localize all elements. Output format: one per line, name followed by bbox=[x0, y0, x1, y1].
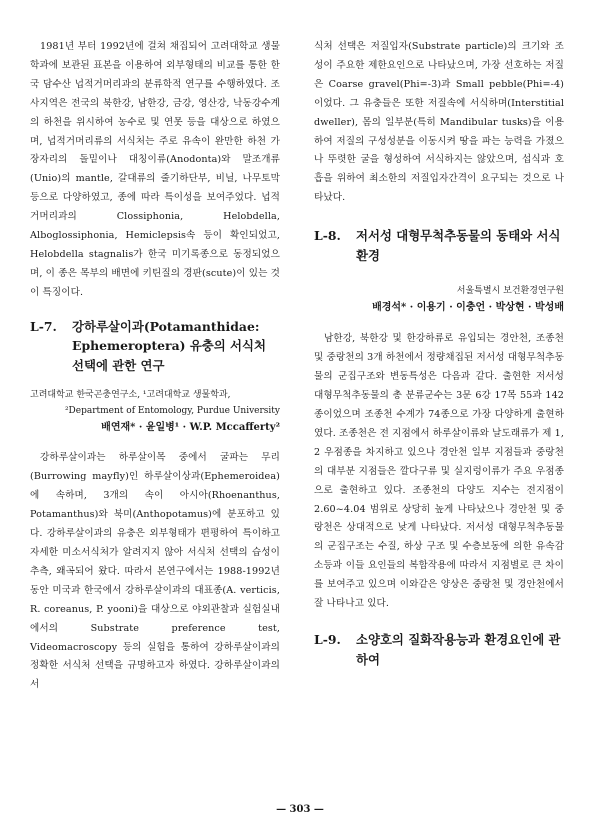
section-l7-authors: 배연재* · 윤일병¹ · W.P. Mccafferty² bbox=[101, 422, 280, 434]
section-l7-number: L-7. bbox=[30, 318, 57, 334]
page-number: — 303 — bbox=[276, 804, 324, 815]
section-l8-authors: 배경석* · 이용기 · 이충언 · 박상현 · 박성배 bbox=[372, 302, 564, 314]
section-l7-title: 강하루살이과(Potamanthidae: Ephemeroptera) 유충의 서식처 선택에 관한 연구 bbox=[72, 318, 266, 373]
section-l7-affiliation-1: 고려대학교 한국곤충연구소, ¹고려대학교 생물학과, bbox=[30, 390, 231, 401]
section-l8-body: 남한강, 북한강 및 한강하류로 유입되는 경안천, 조종천 및 중랑천의 3개 하천에서 정량채집된 저서성 대형무척추동물의 군집구조와 변동특성은 다음과 같다. 출현한 저서성 대형무척추동물의 총 분류군수는 3문 6강 17목 55과 142종이었으며 조종천 수계가 74종으로 가장 다양하게 출현하였다. 조종천은 전 지점에서 하루살이류와 날도래류가 제 1, 2 우점종을 차지하고 있으나 경안천 일부 지점들과 중랑천의 대부분 지점들은 깔다구류 및 실지렁이류가 주요 우점종으로 출현하고 있다. 조종천의 다양도 지수는 전지점이 2.60~4.04 범위로 상당히 높게 나타났으나 경안천 및 중랑천은 상대적으로 낮게 나타났다. 저서성 대형무척추동물의 군집구조는 수질, 하상 구조 및 수층보동에 의한 유속감소등과 이들 요인들의 복합작용에 따라서 지점별로 큰 차이를 보여주고 있으며 이와같은 양상은 중랑천 및 경안천에서 잘 나타나고 있다. bbox=[314, 333, 565, 610]
section-l8-number: L-8. bbox=[314, 228, 341, 244]
right-column bbox=[314, 38, 564, 669]
left-column bbox=[30, 38, 280, 695]
section-l8-title: 저서성 대형무척추동물의 동태와 서식환경 bbox=[356, 228, 561, 263]
section-l9-title: 소양호의 질화작용능과 환경요인에 관하여 bbox=[356, 631, 561, 667]
section-l8-heading bbox=[314, 226, 564, 265]
section-l7-affiliation-2: ²Department of Entomology, Purdue University bbox=[64, 406, 280, 417]
section-l9-heading bbox=[314, 630, 564, 669]
intro-paragraph: 1981년 부터 1992년에 걸쳐 채집되어 고려대학교 생물학과에 보관된 표본을 이용하여 외부형태의 비교를 통한 한국 담수산 넙적거머리과의 분류학적 연구를 수행하였다. 조사지역은 전국의 북한강, 남한강, 금강, 영산강, 낙동강수계의 하천을 위시하여 농수로 및 연못 등을 대상으로 하였으며, 넙적거머리류의 서식처는 주로 유속이 완만한 하천 가장자리의 돌밑이나 대칭이류(Anodonta)와 말조개류(Unio)의 mantle, 갈대류의 줄기하단부, 비닐, 나무토막 등으로 다양하였고, 종에 따라 특이성을 보여주었다. 넙적거머리과의 Clossiphonia, Helobdella, Alboglossiphonia, Hemiclepsis속 등이 확인되었고, Helobdella stagnalis가 한국 미기록종으로 동정되었으며, 이 종은 목부의 배면에 키틴질의 경판(scute)이 있는 것이 특징이다. bbox=[30, 41, 280, 298]
section-l7-heading bbox=[30, 317, 280, 376]
section-l9-number: L-9. bbox=[314, 631, 341, 647]
section-l7-body: 강하루살이과는 하루살이목 중에서 굴파는 무리(Burrowing mayfly)인 하루살이상과(Ephemeroidea)에 속하며, 3개의 속이 아시아(Rhoenanthus, Potamanthus)와 북미(Anthopotamus)에 분포하고 있다. 강하루살이과의 유충은 외부형태가 편평하여 특이하고 자세한 미소서식처가 알려지지 않아 서식처 선택의 습성이 추측, 왜곡되어 왔다. 따라서 본연구에서는 1988-1992년 동안 미국과 한국에서 강하루살이과의 대표종(A. verticis, R. coreanus, P. yooni)을 대상으로 야외관찰과 실험실내에서의 Substrate preference test, Videomacroscopy 등의 실험을 통하여 강하루살이과의 정확한 서식처 선택을 규명하고자 하였다. 강하루살이과의 서 bbox=[30, 452, 280, 691]
section-l8-affiliation: 서울특별시 보건환경연구원 bbox=[456, 286, 564, 297]
continued-paragraph: 식처 선택은 저질입자(Substrate particle)의 크기와 조성이 주요한 제한요인으로 나타났으며, 가장 선호하는 저질은 Coarse gravel(Phi=-3)과 Small pebble(Phi=-4)이었다. 그 유충들은 또한 저질속에 서식하며(Interstitial dweller), 몸의 일부분(특히 Mandibular tusks)을 이용하여 저질의 구성성분을 이동시켜 땅을 파는 능력을 가졌으나 뚜렷한 굴을 형성하여 서식하지는 않았으며, 섭식과 호흡을 위하여 최소한의 저질입자간격이 요구되는 것으로 나타났다. bbox=[314, 41, 564, 204]
